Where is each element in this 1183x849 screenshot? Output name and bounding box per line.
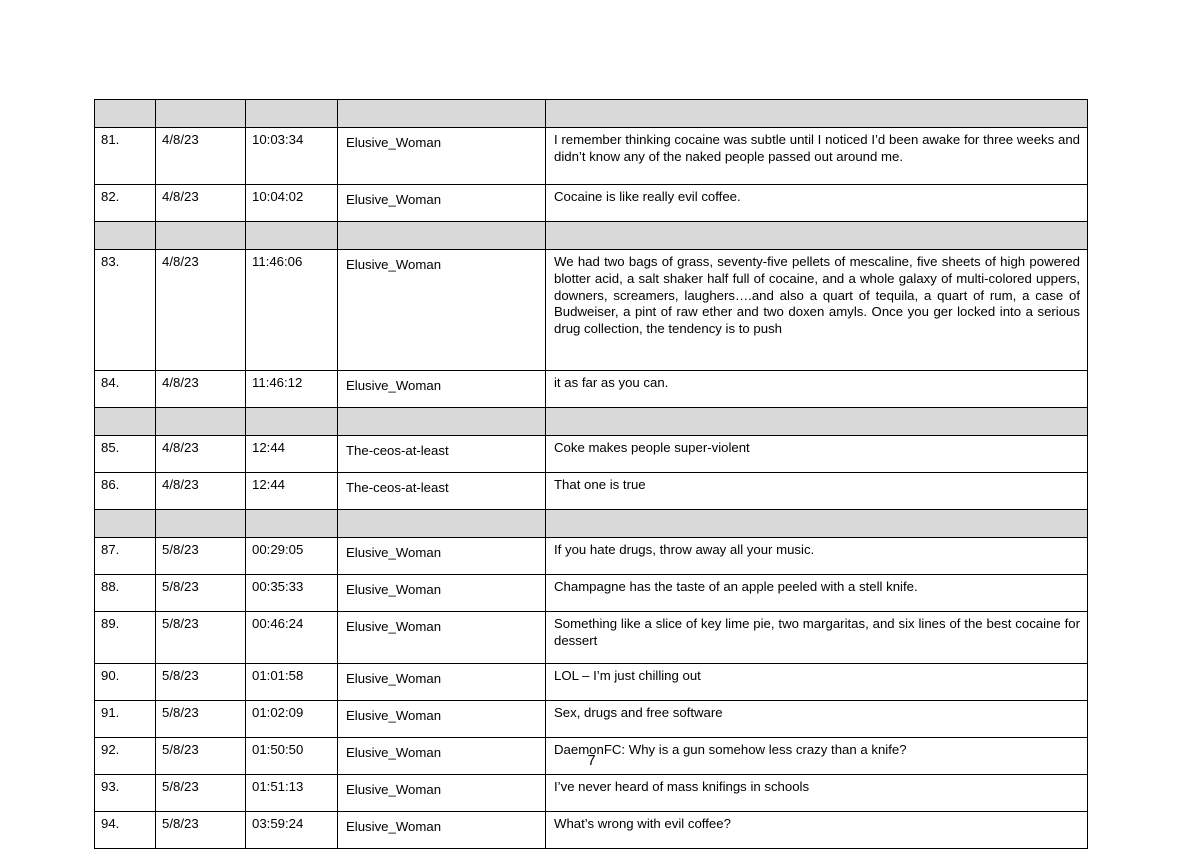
row-message-cell: If you hate drugs, throw away all your music. <box>546 538 1088 575</box>
row-number-cell: 86. <box>95 473 156 510</box>
separator-cell <box>246 100 338 128</box>
separator-cell <box>546 408 1088 436</box>
table-separator-row <box>95 222 1088 250</box>
row-date-cell: 4/8/23 <box>156 185 246 222</box>
separator-cell <box>95 510 156 538</box>
row-username-cell: Elusive_Woman <box>338 812 546 849</box>
row-date-cell: 5/8/23 <box>156 701 246 738</box>
table-separator-row <box>95 100 1088 128</box>
row-message-cell: Cocaine is like really evil coffee. <box>546 185 1088 222</box>
row-message-cell: LOL – I’m just chilling out <box>546 664 1088 701</box>
chat-transcript-table <box>94 99 1088 849</box>
table-row <box>95 128 1088 185</box>
separator-cell <box>246 408 338 436</box>
row-time-cell: 11:46:06 <box>246 250 338 371</box>
separator-cell <box>338 408 546 436</box>
row-time-cell: 00:35:33 <box>246 575 338 612</box>
row-time-cell: 10:03:34 <box>246 128 338 185</box>
row-message-cell: it as far as you can. <box>546 371 1088 408</box>
separator-cell <box>338 100 546 128</box>
row-message-cell: Sex, drugs and free software <box>546 701 1088 738</box>
row-username-cell: Elusive_Woman <box>338 250 546 371</box>
row-time-cell: 00:46:24 <box>246 612 338 664</box>
row-username-cell: The-ceos-at-least <box>338 436 546 473</box>
row-date-cell: 5/8/23 <box>156 612 246 664</box>
row-username-cell: Elusive_Woman <box>338 128 546 185</box>
row-message-cell: Something like a slice of key lime pie, two margaritas, and six lines of the best cocaine for dessert <box>546 612 1088 664</box>
row-username-cell: The-ceos-at-least <box>338 473 546 510</box>
row-message-cell: I remember thinking cocaine was subtle until I noticed I’d been awake for three weeks and didn’t know any of the naked people passed out around me. <box>546 128 1088 185</box>
row-time-cell: 12:44 <box>246 473 338 510</box>
row-username-cell: Elusive_Woman <box>338 738 546 775</box>
row-message-cell: I’ve never heard of mass knifings in schools <box>546 775 1088 812</box>
row-username-cell: Elusive_Woman <box>338 664 546 701</box>
row-message-cell: That one is true <box>546 473 1088 510</box>
row-date-cell: 4/8/23 <box>156 128 246 185</box>
row-time-cell: 00:29:05 <box>246 538 338 575</box>
row-time-cell: 01:50:50 <box>246 738 338 775</box>
table-row <box>95 436 1088 473</box>
row-number-cell: 92. <box>95 738 156 775</box>
row-number-cell: 88. <box>95 575 156 612</box>
row-number-cell: 85. <box>95 436 156 473</box>
row-number-cell: 94. <box>95 812 156 849</box>
table-separator-row <box>95 510 1088 538</box>
separator-cell <box>95 408 156 436</box>
row-date-cell: 5/8/23 <box>156 738 246 775</box>
separator-cell <box>546 100 1088 128</box>
row-time-cell: 11:46:12 <box>246 371 338 408</box>
row-number-cell: 84. <box>95 371 156 408</box>
table-row <box>95 371 1088 408</box>
row-message-cell: Coke makes people super-violent <box>546 436 1088 473</box>
separator-cell <box>338 510 546 538</box>
row-number-cell: 83. <box>95 250 156 371</box>
row-username-cell: Elusive_Woman <box>338 701 546 738</box>
separator-cell <box>156 408 246 436</box>
table-row <box>95 185 1088 222</box>
table-row <box>95 250 1088 371</box>
row-date-cell: 4/8/23 <box>156 473 246 510</box>
separator-cell <box>338 222 546 250</box>
row-username-cell: Elusive_Woman <box>338 538 546 575</box>
separator-cell <box>156 100 246 128</box>
separator-cell <box>246 222 338 250</box>
row-number-cell: 81. <box>95 128 156 185</box>
row-number-cell: 89. <box>95 612 156 664</box>
separator-cell <box>95 100 156 128</box>
row-date-cell: 4/8/23 <box>156 250 246 371</box>
row-message-cell: Champagne has the taste of an apple peeled with a stell knife. <box>546 575 1088 612</box>
table-separator-row <box>95 408 1088 436</box>
separator-cell <box>156 510 246 538</box>
row-number-cell: 93. <box>95 775 156 812</box>
row-number-cell: 82. <box>95 185 156 222</box>
transcript-table-body <box>95 100 1088 849</box>
row-number-cell: 91. <box>95 701 156 738</box>
row-username-cell: Elusive_Woman <box>338 775 546 812</box>
row-number-cell: 90. <box>95 664 156 701</box>
row-time-cell: 10:04:02 <box>246 185 338 222</box>
row-time-cell: 12:44 <box>246 436 338 473</box>
row-number-cell: 87. <box>95 538 156 575</box>
row-username-cell: Elusive_Woman <box>338 185 546 222</box>
row-date-cell: 5/8/23 <box>156 575 246 612</box>
table-row <box>95 612 1088 664</box>
row-time-cell: 01:02:09 <box>246 701 338 738</box>
row-username-cell: Elusive_Woman <box>338 371 546 408</box>
row-date-cell: 4/8/23 <box>156 371 246 408</box>
table-row <box>95 812 1088 849</box>
separator-cell <box>246 510 338 538</box>
table-row <box>95 538 1088 575</box>
table-row <box>95 664 1088 701</box>
page-number: 7 <box>587 753 596 769</box>
row-date-cell: 5/8/23 <box>156 664 246 701</box>
separator-cell <box>156 222 246 250</box>
row-message-cell: We had two bags of grass, seventy-five pellets of mescaline, five sheets of high powered blotter acid, a salt shaker half full of cocaine, and a whole galaxy of multi-colored uppers, downers, screamers, laughers….and also a quart of tequila, a quart of rum, a case of Budweiser, a pint of raw ether and two doxen amyls. Once you ger locked into a serious drug collection, the tendency is to push <box>546 250 1088 371</box>
separator-cell <box>546 222 1088 250</box>
table-row <box>95 473 1088 510</box>
row-username-cell: Elusive_Woman <box>338 612 546 664</box>
row-time-cell: 01:01:58 <box>246 664 338 701</box>
row-date-cell: 5/8/23 <box>156 775 246 812</box>
separator-cell <box>546 510 1088 538</box>
row-message-cell: DaemonFC: Why is a gun somehow less crazy than a knife? <box>546 738 1088 775</box>
row-date-cell: 5/8/23 <box>156 538 246 575</box>
row-date-cell: 5/8/23 <box>156 812 246 849</box>
table-row <box>95 701 1088 738</box>
table-row <box>95 775 1088 812</box>
row-message-cell: What’s wrong with evil coffee? <box>546 812 1088 849</box>
row-username-cell: Elusive_Woman <box>338 575 546 612</box>
separator-cell <box>95 222 156 250</box>
row-date-cell: 4/8/23 <box>156 436 246 473</box>
row-time-cell: 03:59:24 <box>246 812 338 849</box>
row-time-cell: 01:51:13 <box>246 775 338 812</box>
table-row <box>95 575 1088 612</box>
